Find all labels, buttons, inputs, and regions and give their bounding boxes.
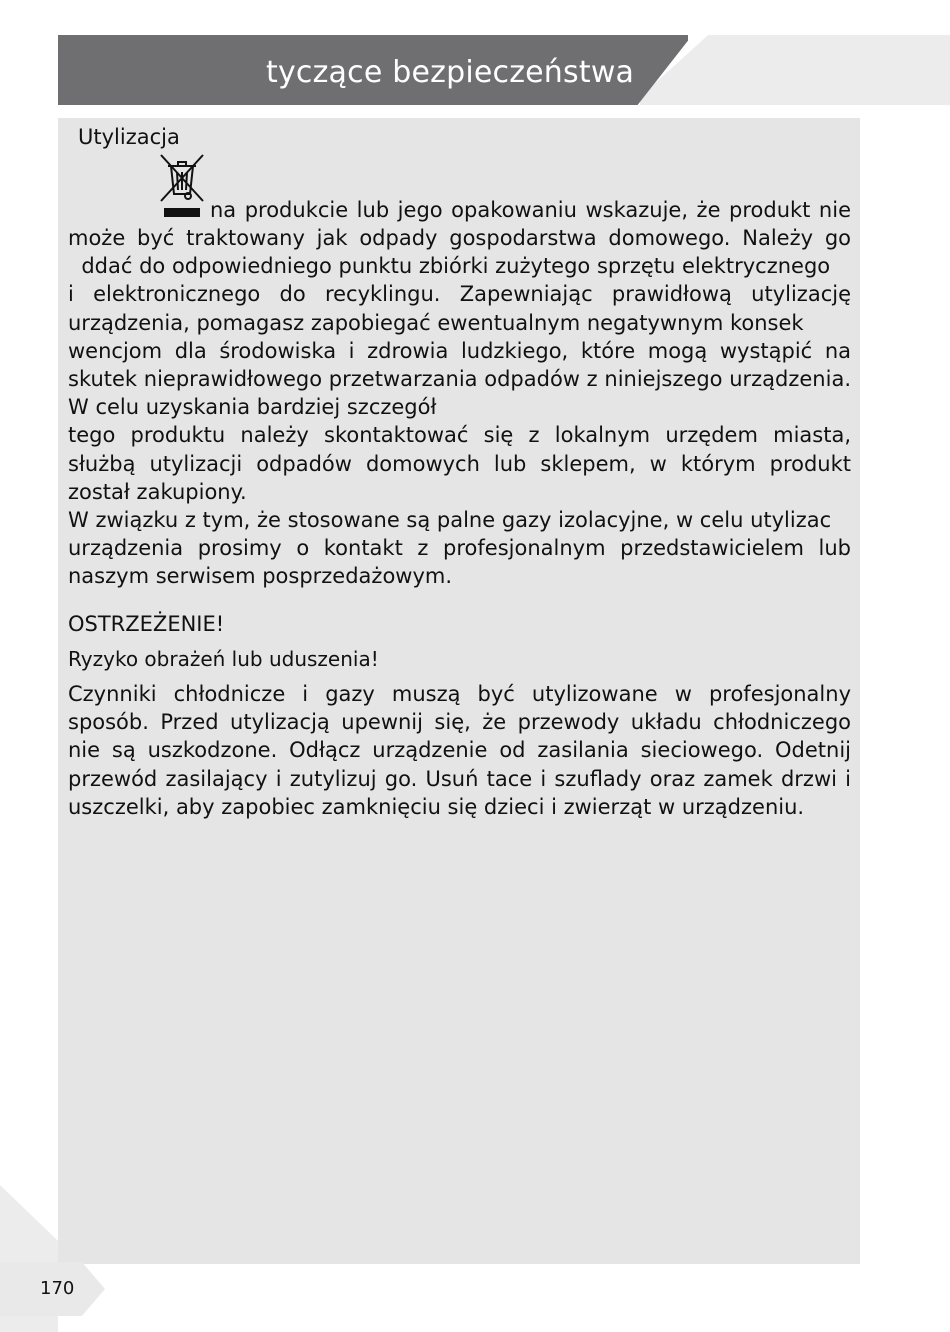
header-decoration	[640, 35, 950, 105]
text-line: W związku z tym, że stosowane są palne gazy izolacyjne, w celu utylizac	[68, 508, 832, 533]
text-line: W celu uzyskania bardziej szczegół	[68, 395, 437, 420]
text-line: ddać do odpowiedniego punktu zbiórki zużytego sprzętu elektrycznego	[68, 254, 831, 279]
disposal-heading: Utylizacja	[78, 125, 180, 149]
warning-paragraph	[68, 680, 851, 821]
warning-subheading: Ryzyko obrażeń lub uduszenia!	[68, 647, 379, 671]
text-line: uszczelki, aby zapobiec zamknięciu się dzieci i zwierząt w urządzeniu.	[68, 794, 805, 819]
warning-heading: OSTRZEŻENIE!	[68, 612, 225, 636]
text-line: tego produktu należy skontaktować się z lokalnym urzędem miasta,	[68, 423, 851, 448]
text-line: sposób. Przed utylizacją upewnij się, że przewody układu chłodniczego	[68, 710, 851, 735]
text-line: naszym serwisem posprzedażowym.	[68, 564, 453, 589]
text-line: urządzenia prosimy o kontakt z profesjonalnym przedstawicielem lub	[68, 536, 851, 561]
disposal-intro-line: na produkcie lub jego opakowaniu wskazuje, że produkt nie	[210, 198, 851, 222]
text-line: został zakupiony.	[68, 479, 247, 504]
text-line: może być traktowany jak odpady gospodarstwa domowego. Należy go	[68, 226, 851, 250]
text-line: przewód zasilający i zutylizuj go. Usuń tace i szuflady oraz zamek drzwi i	[68, 766, 851, 791]
page-number: 170	[40, 1278, 75, 1299]
text-line: nie są uszkodzone. Odłącz urządzenie od zasilania sieciowego. Odetnij	[68, 738, 851, 763]
page-title: tyczące bezpieczeństwa	[266, 55, 635, 90]
text-line: służbą utylizacji odpadów domowych lub sklepem, w którym produkt	[68, 451, 851, 476]
text-line: skutek nieprawidłowego przetwarzania odpadów z niniejszego urządzenia.	[68, 367, 851, 392]
text-line: i elektronicznego do recyklingu. Zapewniając prawidłową utylizację	[68, 282, 851, 307]
text-line: urządzenia, pomagasz zapobiegać ewentualnym negatywnym konsek	[68, 310, 804, 335]
disposal-paragraph	[68, 224, 851, 591]
crossed-out-wheelie-bin-icon	[158, 152, 206, 220]
text-line: wencjom dla środowiska i zdrowia ludzkiego, które mogą wystąpić na	[68, 338, 851, 363]
text-line: Czynniki chłodnicze i gazy muszą być utylizowane w profesjonalny	[68, 682, 851, 706]
